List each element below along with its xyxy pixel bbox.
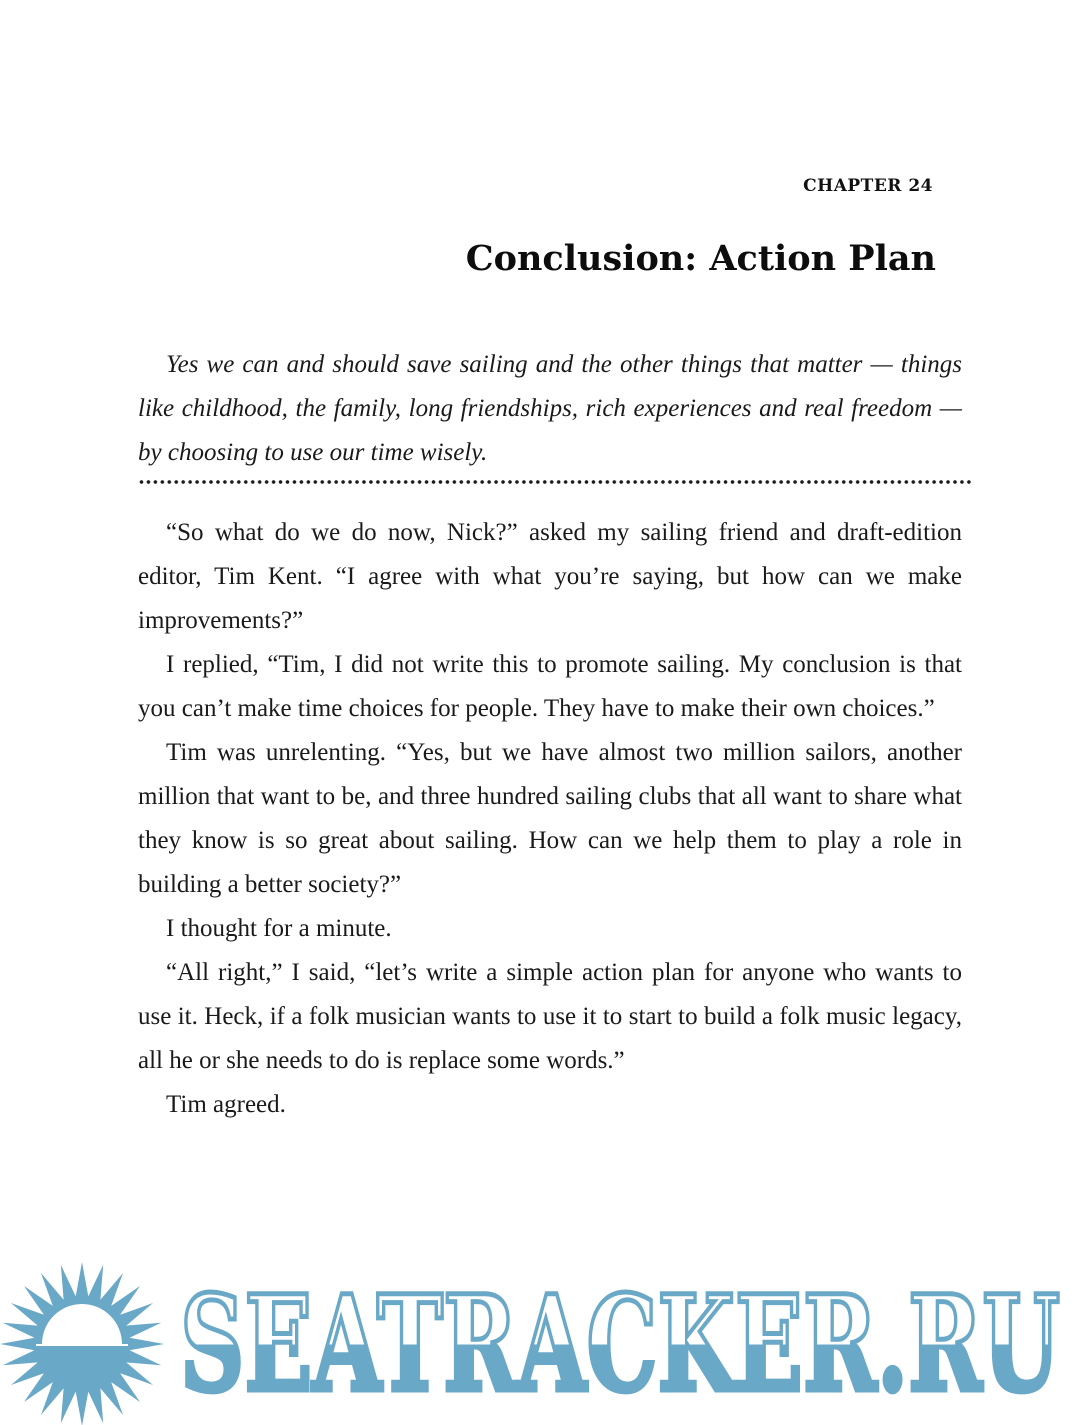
paragraph: Tim agreed. xyxy=(166,1091,286,1118)
svg-text:SEATRACKER.RU: SEATRACKER.RU xyxy=(180,1268,1060,1418)
paragraph: “All right,” I said, “let’s write a simple action plan for anyone who wants to use it. Heck, if a folk musician wants to use it to start to build a folk music legacy, all he or she needs to do is replace some words.” xyxy=(138,959,962,1074)
chapter-label: CHAPTER 24 xyxy=(803,176,933,196)
sun-icon xyxy=(0,1262,170,1425)
paragraph: “So what do we do now, Nick?” asked my sailing friend and draft-edition editor, Tim Kent. “I agree with what you’re saying, but how can we make improvements?” xyxy=(138,519,962,634)
paragraph: I replied, “Tim, I did not write this to promote sailing. My conclusion is that you can’t make time choices for people. They have to make their own choices.” xyxy=(138,651,962,722)
chapter-title: Conclusion: Action Plan xyxy=(465,238,936,279)
paragraph: I thought for a minute. xyxy=(166,915,392,942)
epigraph: Yes we can and should save sailing and the other things that matter — things like childhood, the family, long friendships, rich experiences and real freedom — by choosing to use our time wisely. xyxy=(138,351,962,466)
watermark xyxy=(0,1262,1080,1425)
watermark-text xyxy=(170,1268,1070,1418)
chapter-body xyxy=(138,511,962,1127)
dotted-divider xyxy=(138,477,974,487)
paragraph: Tim was unrelenting. “Yes, but we have almost two million sailors, another million that want to be, and three hundred sailing clubs that all want to share what they know is so great about sailing. How can we help them to play a role in building a better society?” xyxy=(138,739,962,898)
